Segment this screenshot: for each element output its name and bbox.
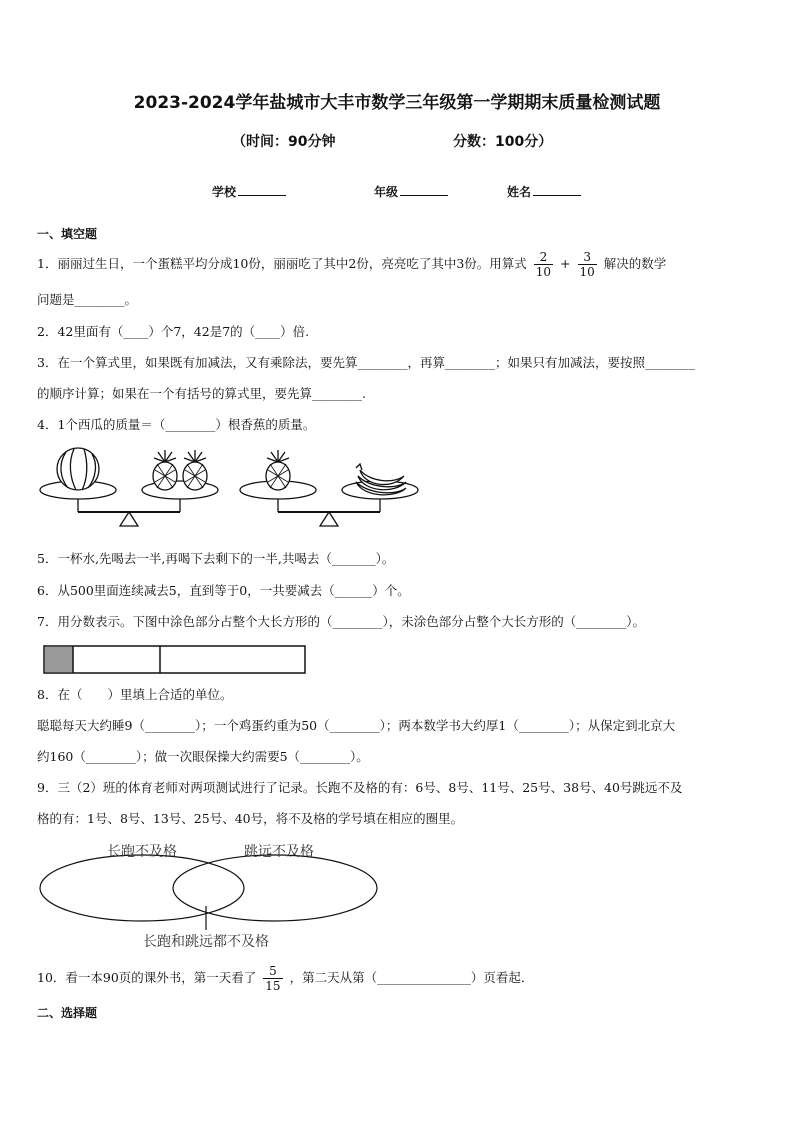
fraction-5-15 xyxy=(263,964,282,993)
scale-left xyxy=(40,448,218,526)
divided-rectangle-diagram xyxy=(43,645,307,675)
venn-left-circle xyxy=(40,855,244,921)
name-field xyxy=(507,183,581,200)
school-label: 学校 xyxy=(212,185,237,199)
question-10-text: 10．看一本90页的课外书，第一天看了 xyxy=(37,970,257,985)
school-blank[interactable] xyxy=(238,183,286,196)
section-heading-multiple-choice: 二、选择题 xyxy=(37,1006,98,1020)
big-rectangle xyxy=(44,646,305,673)
question-2: 2．42里面有（____）个7，42是7的（____）倍. xyxy=(37,324,310,339)
venn-right-label: 跳远不及格 xyxy=(244,844,314,860)
school-field xyxy=(212,183,286,200)
grade-label: 年级 xyxy=(374,185,399,199)
question-1-text-end: 解决的数学 xyxy=(603,256,667,271)
plus-sign: + xyxy=(560,256,571,271)
venn-diagram xyxy=(38,838,380,953)
fraction-denominator: 15 xyxy=(265,979,281,993)
name-label: 姓名 xyxy=(507,185,532,199)
question-1 xyxy=(37,250,666,279)
venn-left-label: 长跑不及格 xyxy=(107,844,177,860)
name-blank[interactable] xyxy=(533,183,581,196)
balance-scales-illustration xyxy=(38,446,428,536)
pan-right-pineapples xyxy=(142,481,218,499)
fraction-denominator: 10 xyxy=(579,265,595,279)
shaded-part xyxy=(45,647,73,672)
venn-right-circle xyxy=(173,855,377,921)
pineapple-icon xyxy=(153,450,177,490)
question-1-text: 1．丽丽过生日，一个蛋糕平均分成10份，丽丽吃了其中2份，亮亮吃了其中3份。用算式 xyxy=(37,256,527,271)
section-heading-fill-in: 一、填空题 xyxy=(37,227,98,241)
question-5: 5．一杯水,先喝去一半,再喝下去剩下的一半,共喝去（_______）。 xyxy=(37,551,395,566)
grade-blank[interactable] xyxy=(400,183,448,196)
question-3: 3．在一个算式里，如果既有加减法，又有乘除法，要先算________，再算________；如果只有加减法，要按照________ xyxy=(37,355,695,370)
question-8: 8．在（ ）里填上合适的单位。 xyxy=(37,687,233,702)
fraction-3-10 xyxy=(578,250,597,279)
question-4: 4．1个西瓜的质量＝（________）根香蕉的质量。 xyxy=(37,417,316,432)
question-3-line-2: 的顺序计算；如果在一个有括号的算式里，要先算________. xyxy=(37,386,366,401)
fraction-numerator: 3 xyxy=(578,250,597,265)
pineapple-icon xyxy=(266,450,290,490)
venn-intersection-label: 长跑和跳远都不及格 xyxy=(143,934,269,950)
fraction-denominator: 10 xyxy=(535,265,552,279)
exam-time: （时间：90分钟 xyxy=(232,134,336,150)
question-9: 9．三（2）班的体育老师对两项测试进行了记录。长跑不及格的有：6号、8号、11号、25号、38号、40号跳远不及 xyxy=(37,780,683,795)
page-title: 2023-2024学年盐城市大丰市数学三年级第一学期期末质量检测试题 xyxy=(133,93,661,113)
fraction-numerator: 2 xyxy=(534,250,553,265)
question-8-line-2: 聪聪每天大约睡9（________）；一个鸡蛋约重为50（________）；两本数学书大约厚1（________）；从保定到北京大 xyxy=(37,718,676,733)
grade-field xyxy=(374,183,448,200)
watermelon-icon xyxy=(57,448,99,490)
question-7: 7．用分数表示。下图中涂色部分占整个大长方形的（________），未涂色部分占整个大长方形的（________）。 xyxy=(37,614,645,629)
question-9-line-2: 格的有：1号、8号、13号、25号、40号，将不及格的学号填在相应的圈里。 xyxy=(37,811,464,826)
question-6: 6．从500里面连续减去5，直到等于0，一共要减去（______）个。 xyxy=(37,583,410,598)
exam-score: 分数：100分） xyxy=(453,134,553,150)
scale-right xyxy=(240,450,418,526)
fraction-numerator: 5 xyxy=(263,964,282,979)
question-10-text-end: ，第二天从第（_______________）页看起． xyxy=(289,970,534,985)
pineapple-icon xyxy=(183,450,207,490)
question-1-line-2: 问题是________。 xyxy=(37,292,138,307)
fraction-2-10 xyxy=(534,250,553,279)
question-10 xyxy=(37,964,533,993)
question-8-line-3: 约160（________）；做一次眼保操大约需要5（________）。 xyxy=(37,749,369,764)
